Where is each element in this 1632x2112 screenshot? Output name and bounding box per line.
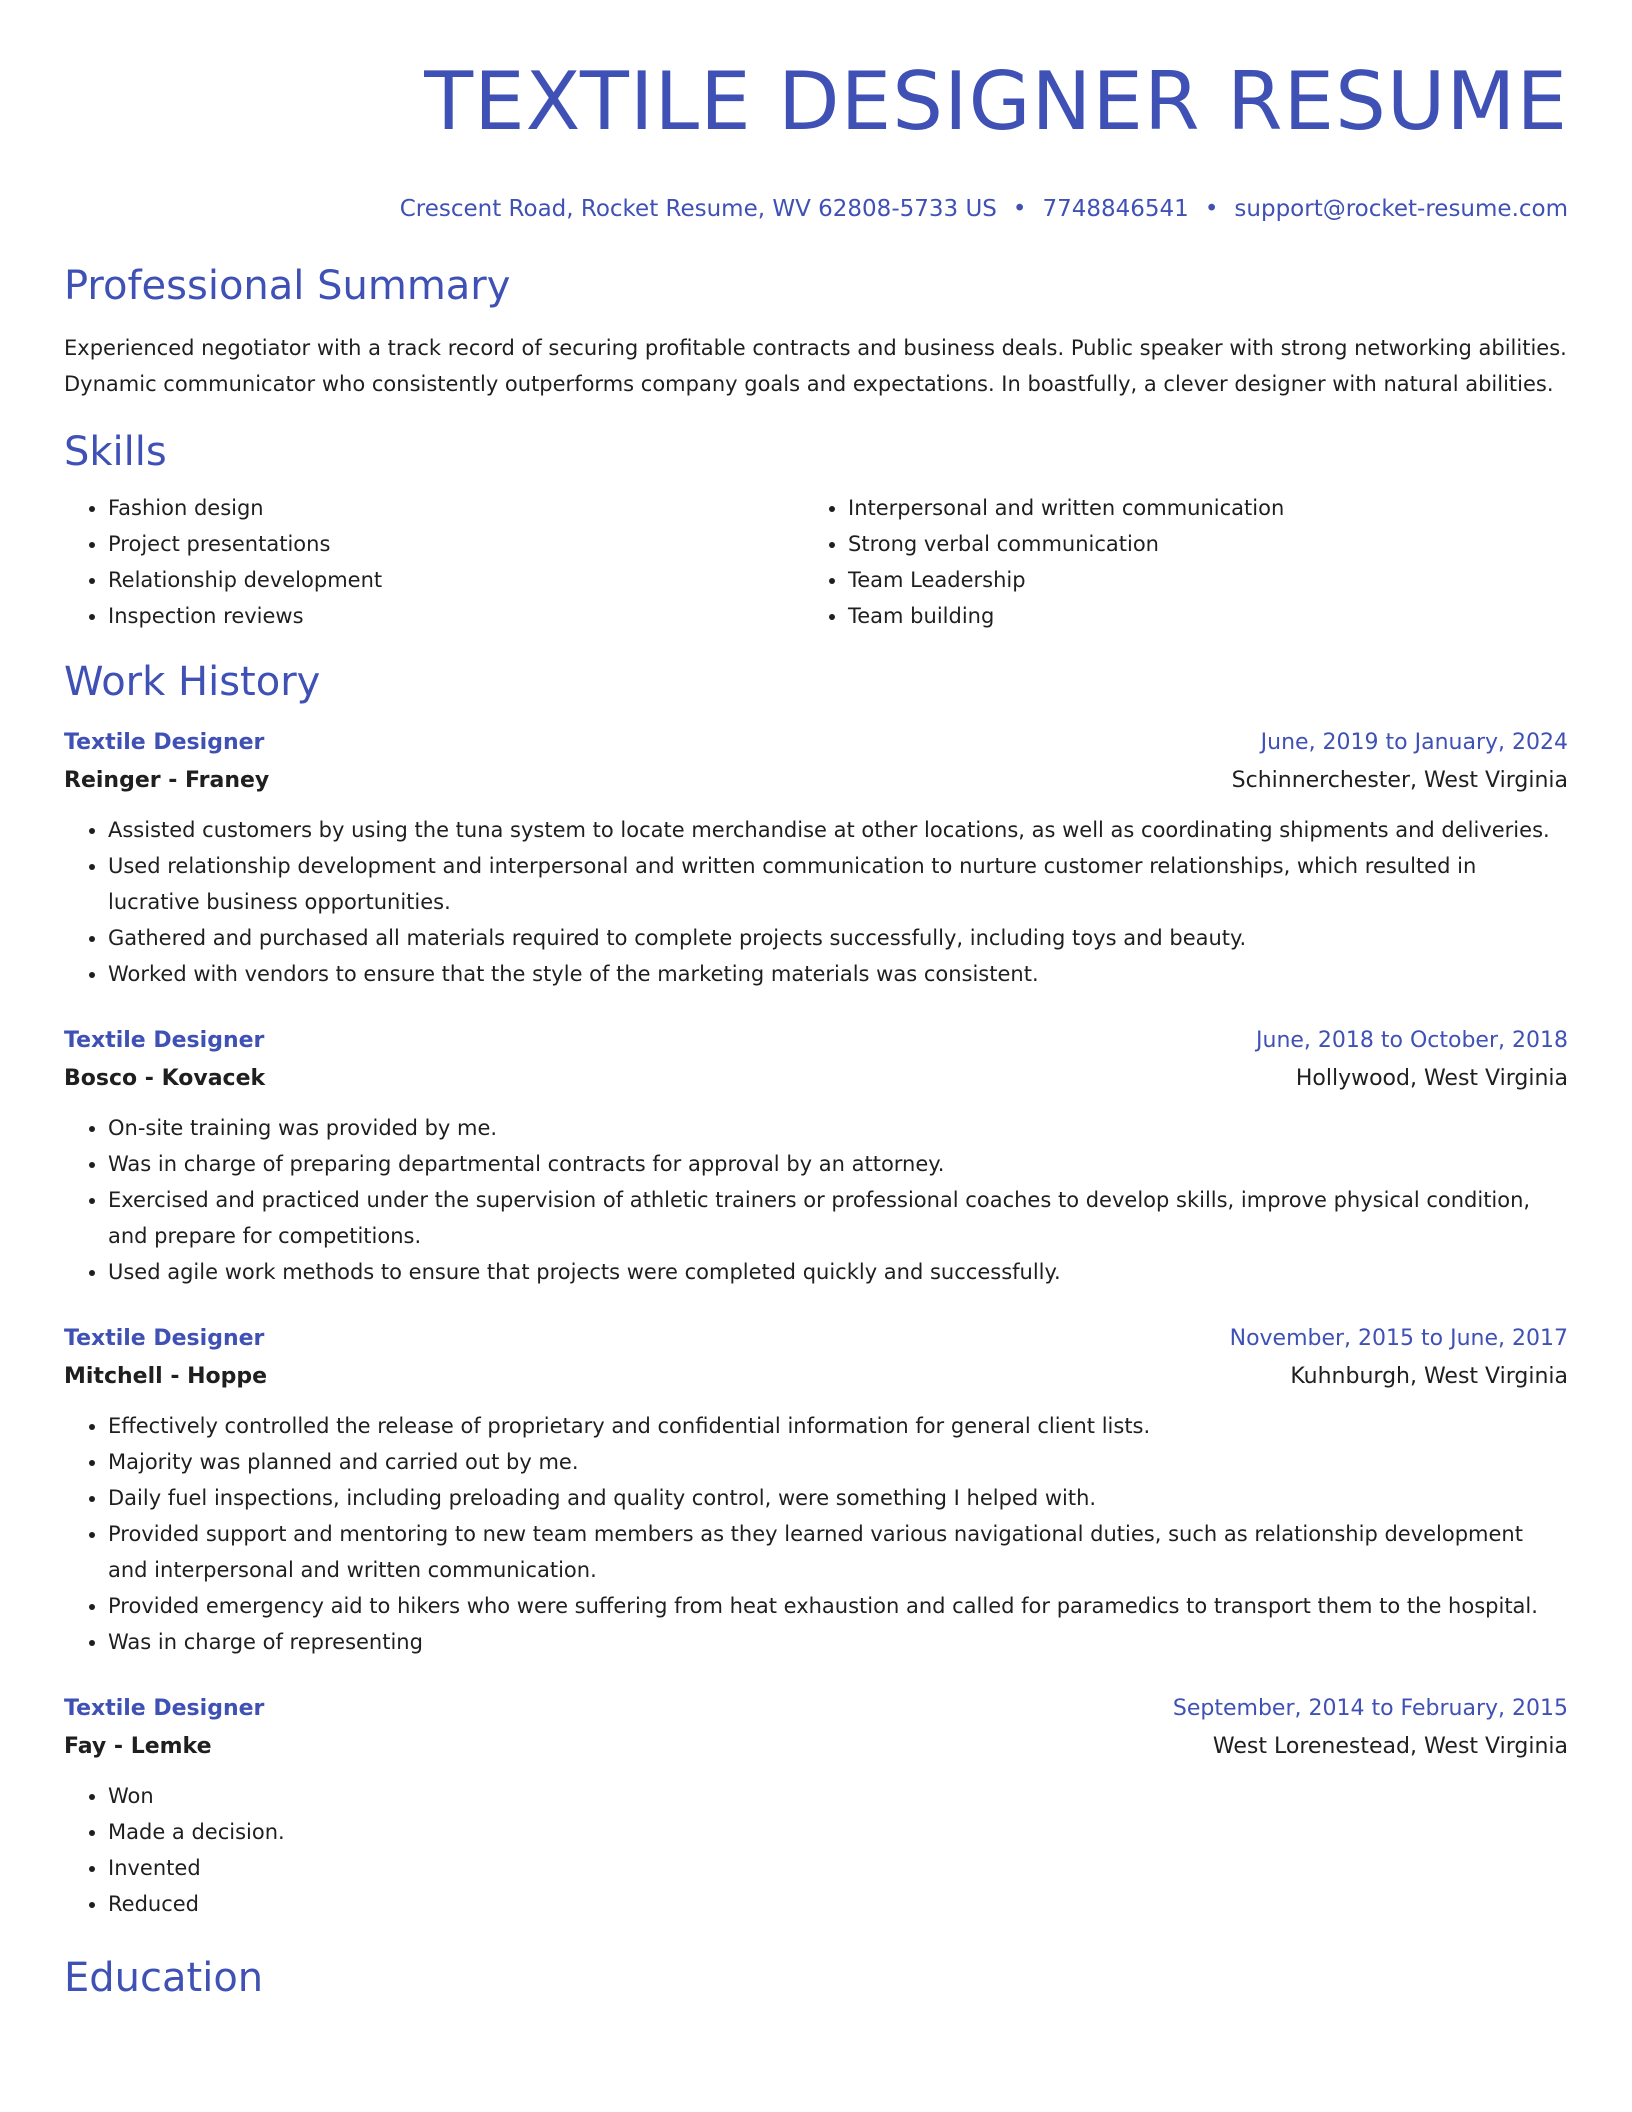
job-entry [64, 1690, 1568, 1922]
job-company: Mitchell - Hoppe [64, 1364, 268, 1389]
job-location: Kuhnburgh, West Virginia [1290, 1364, 1568, 1389]
job-title: Textile Designer [64, 1696, 265, 1721]
skill-item: • Strong verbal communication [848, 526, 1544, 562]
job-bullets [64, 1110, 1568, 1290]
job-company: Bosco - Kovacek [64, 1066, 266, 1091]
job-bullet: • Invented [108, 1850, 1568, 1886]
job-location: Hollywood, West Virginia [1295, 1066, 1568, 1091]
resume-title: TEXTILE DESIGNER RESUME [424, 55, 1568, 148]
contact-phone: 7748846541 [1042, 196, 1189, 222]
job-entry [64, 1022, 1568, 1290]
skill-item: • Fashion design [108, 490, 804, 526]
skill-item: • Team Leadership [848, 562, 1544, 598]
job-entry [64, 724, 1568, 992]
job-title: Textile Designer [64, 730, 265, 755]
job-bullet: • Reduced [108, 1886, 1568, 1922]
job-dates: June, 2019 to January, 2024 [1260, 730, 1568, 755]
skill-item: • Project presentations [108, 526, 804, 562]
job-bullet: • Gathered and purchased all materials required to complete projects successfully, including toys and beauty. [108, 920, 1568, 956]
job-bullet: • Was in charge of representing [108, 1624, 1568, 1660]
job-entry [64, 1320, 1568, 1660]
skill-item: • Relationship development [108, 562, 804, 598]
summary-heading: Professional Summary [64, 263, 511, 309]
job-location: Schinnerchester, West Virginia [1231, 768, 1568, 793]
contact-address: Crescent Road, Rocket Resume, WV 62808-5733 US [399, 196, 997, 222]
summary-text: Experienced negotiator with a track record of securing profitable contracts and business deals. Public speaker with strong networking abilities. Dynamic communicator who consistently outperforms company goals and expectations. In boastfully, a clever designer with natural abilities. [64, 336, 1567, 396]
job-bullet: • Exercised and practiced under the supervision of athletic trainers or professional coaches to develop skills, improve physical condition, and prepare for competitions. [108, 1182, 1568, 1254]
job-bullet: • Worked with vendors to ensure that the style of the marketing materials was consistent. [108, 956, 1568, 992]
skill-item: • Inspection reviews [108, 598, 804, 634]
job-bullets [64, 812, 1568, 992]
job-bullets [64, 1778, 1568, 1922]
contact-separator: • [1204, 196, 1219, 222]
skill-item: • Team building [848, 598, 1544, 634]
job-bullet: • Made a decision. [108, 1814, 1568, 1850]
resume-header [64, 52, 1568, 224]
contact-separator: • [1012, 196, 1027, 222]
job-dates: June, 2018 to October, 2018 [1256, 1028, 1568, 1053]
job-bullet: • Used agile work methods to ensure that projects were completed quickly and successfully. [108, 1254, 1568, 1290]
job-company: Fay - Lemke [64, 1734, 212, 1759]
skills-list [64, 490, 1568, 634]
job-bullet: • Assisted customers by using the tuna system to locate merchandise at other locations, as well as coordinating shipments and deliveries. [108, 812, 1568, 848]
skills-column-right [804, 490, 1544, 634]
job-bullet: • Won [108, 1778, 1568, 1814]
job-bullet: • Used relationship development and interpersonal and written communication to nurture customer relationships, which resulted in lucrative business opportunities. [108, 848, 1568, 920]
job-dates: September, 2014 to February, 2015 [1172, 1696, 1568, 1721]
skills-heading: Skills [64, 429, 167, 475]
job-title: Textile Designer [64, 1028, 265, 1053]
education-heading: Education [64, 1955, 264, 2001]
job-bullets [64, 1408, 1568, 1660]
job-location: West Lorenestead, West Virginia [1212, 1734, 1568, 1759]
job-bullet: • Provided support and mentoring to new team members as they learned various navigational duties, such as relationship development and interpersonal and written communication. [108, 1516, 1568, 1588]
job-dates: November, 2015 to June, 2017 [1229, 1326, 1568, 1351]
job-bullet: • Provided emergency aid to hikers who were suffering from heat exhaustion and called for paramedics to transport them to the hospital. [108, 1588, 1568, 1624]
skill-item: • Interpersonal and written communication [848, 490, 1544, 526]
job-company: Reinger - Franey [64, 768, 270, 793]
contact-line [64, 194, 1568, 224]
skills-column-left [64, 490, 804, 634]
job-bullet: • Effectively controlled the release of proprietary and confidential information for general client lists. [108, 1408, 1568, 1444]
job-bullet: • Daily fuel inspections, including preloading and quality control, were something I helped with. [108, 1480, 1568, 1516]
job-bullet: • Majority was planned and carried out by me. [108, 1444, 1568, 1480]
job-title: Textile Designer [64, 1326, 265, 1351]
work-history-heading: Work History [64, 659, 321, 705]
job-bullet: • On-site training was provided by me. [108, 1110, 1568, 1146]
job-bullet: • Was in charge of preparing departmental contracts for approval by an attorney. [108, 1146, 1568, 1182]
contact-email: support@rocket-resume.com [1234, 196, 1568, 222]
